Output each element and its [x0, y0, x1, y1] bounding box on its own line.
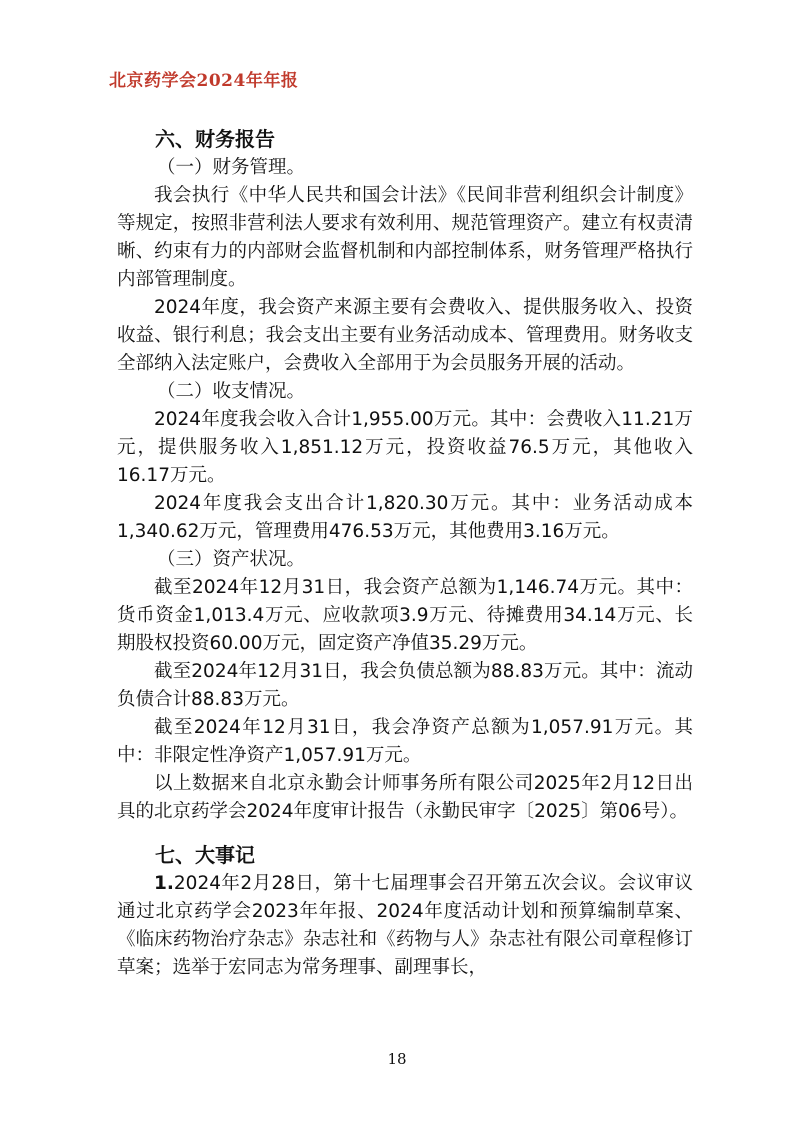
subsection-title-management: （一）财务管理。: [157, 157, 306, 178]
subsection-title-assets: （三）资产状况。: [157, 549, 306, 570]
report-header: 北京药学会2024年年报: [109, 71, 299, 91]
page-number: 18: [387, 1050, 407, 1068]
paragraph-liabilities: 截至2024年12月31日，我会负债总额为88.83万元。其中：流动负债合计88.83万元。: [117, 661, 693, 710]
section-title-events: 七、大事记: [155, 843, 255, 867]
paragraph-data-source: 以上数据来自北京永勤会计师事务所有限公司2025年2月12日出具的北京药学会2024年度审计报告（永勤民审字〔2025〕第06号）。: [117, 773, 693, 822]
section-title-finance: 六、财务报告: [155, 127, 275, 151]
subsection-title-income: （二）收支情况。: [157, 381, 306, 402]
event-item-text: 2024年2月28日，第十七届理事会召开第五次会议。会议审议通过北京药学会2023年年报、2024年度活动计划和预算编制草案、《临床药物治疗杂志》杂志社和《药物与人》杂志社有限公司章程修订草案；选举于宏同志为常务理事、副理事长，: [117, 873, 693, 978]
event-item-number: 1.: [154, 873, 174, 894]
paragraph-net-assets: 截至2024年12月31日，我会净资产总额为1,057.91万元。其中：非限定性净资产1,057.91万元。: [117, 717, 693, 766]
paragraph-income: 2024年度我会收入合计1,955.00万元。其中：会费收入11.21万元，提供服务收入1,851.12万元，投资收益76.5万元，其他收入16.17万元。: [117, 409, 693, 486]
paragraph-assets: 截至2024年12月31日，我会资产总额为1,146.74万元。其中：货币资金1,013.4万元、应收款项3.9万元、待摊费用34.14万元、长期股权投资60.00万元，固定资产净值35.29万元。: [117, 577, 693, 654]
paragraph-sources: 2024年度，我会资产来源主要有会费收入、提供服务收入、投资收益、银行利息；我会支出主要有业务活动成本、管理费用。财务收支全部纳入法定账户，会费收入全部用于为会员服务开展的活动。: [117, 297, 693, 374]
paragraph-expense: 2024年度我会支出合计1,820.30万元。其中：业务活动成本1,340.62万元，管理费用476.53万元，其他费用3.16万元。: [117, 493, 693, 542]
event-item-1: [117, 870, 693, 982]
document-body: [117, 124, 693, 982]
paragraph-management: 我会执行《中华人民共和国会计法》《民间非营利组织会计制度》等规定，按照非营利法人要求有效利用、规范管理资产。建立有权责清晰、约束有力的内部财会监督机制和内部控制体系，财务管理严格执行内部管理制度。: [117, 185, 693, 290]
